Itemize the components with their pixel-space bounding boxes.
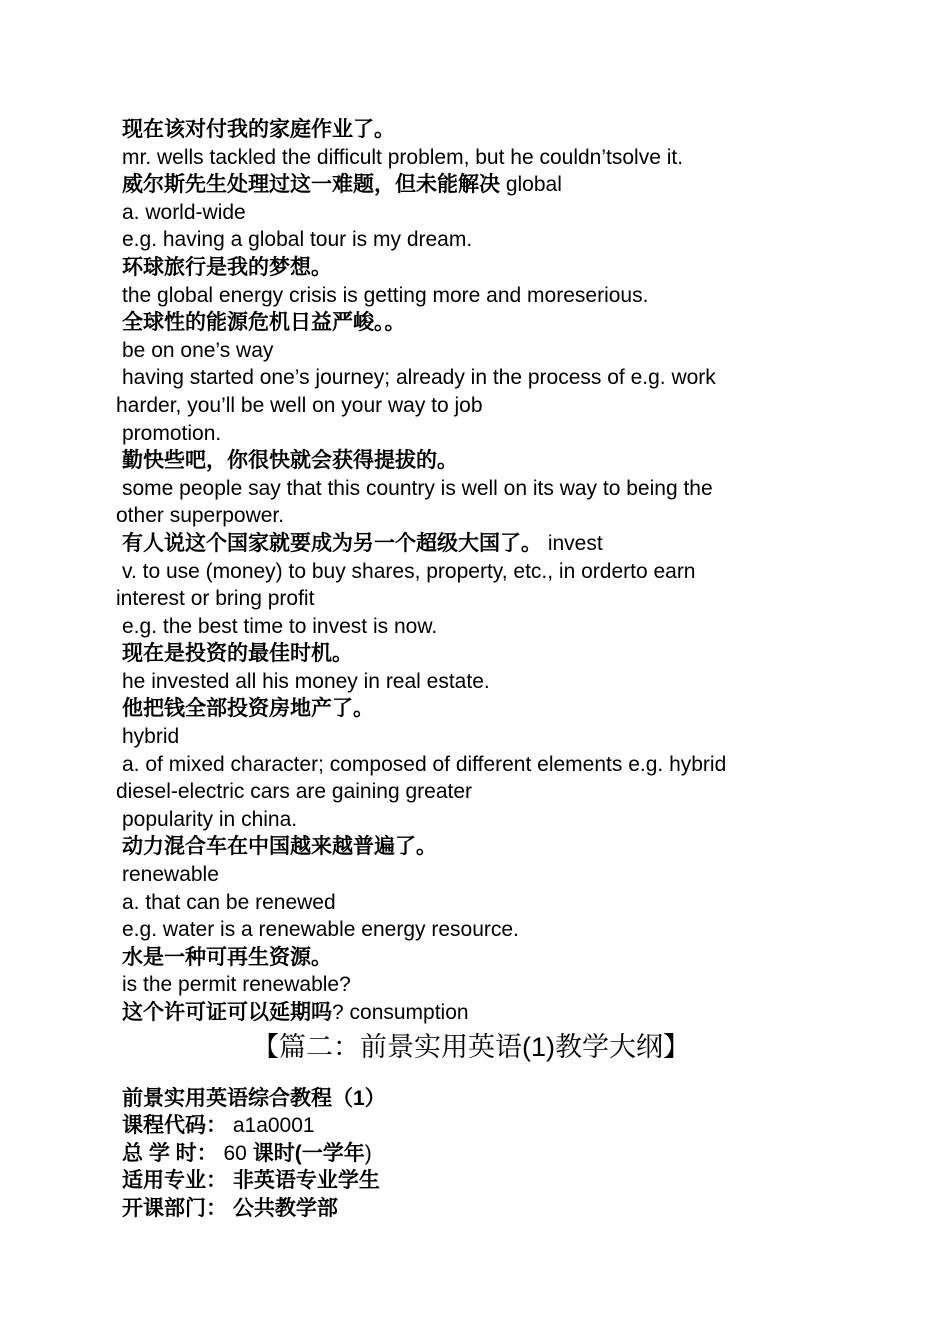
section-heading: 【篇二：前景实用英语(1)教学大纲】 <box>252 1031 690 1062</box>
document-body <box>116 116 826 1223</box>
english-text: a1a0001 <box>227 1114 315 1138</box>
english-text: popularity in china. <box>122 807 298 831</box>
text-line <box>116 1112 826 1140</box>
text-line <box>116 558 826 586</box>
text-line <box>116 199 826 227</box>
english-text: some people say that this country is well on its way to being the <box>122 476 713 500</box>
chinese-text: 勤快些吧，你很快就会获得提拔的。 <box>122 449 458 473</box>
english-text: renewable <box>122 863 219 887</box>
text-line <box>116 282 826 310</box>
text-line <box>116 475 826 503</box>
text-line <box>116 116 826 144</box>
chinese-text: 他把钱全部投资房地产了。 <box>122 697 374 721</box>
english-text: a. that can be renewed <box>122 890 336 914</box>
chinese-text: 适用专业： 非英语专业学生 <box>122 1169 380 1193</box>
english-text: a. world-wide <box>122 200 246 224</box>
text-line <box>116 171 826 199</box>
chinese-text: 水是一种可再生资源。 <box>122 945 332 969</box>
chinese-text: 全球性的能源危机日益严峻。。 <box>122 311 406 335</box>
text-line <box>116 999 826 1027</box>
text-line <box>116 420 826 448</box>
english-text: ) <box>364 1141 372 1165</box>
chinese-text: 现在该对付我的家庭作业了。 <box>122 118 395 141</box>
chinese-text: 课程代码： <box>122 1114 227 1138</box>
english-text: a. of mixed character; composed of different elements e.g. hybrid <box>122 752 727 776</box>
text-line <box>116 447 826 475</box>
text-line <box>116 337 826 365</box>
english-text: harder, you’ll be well on your way to job <box>116 393 483 417</box>
english-text: he invested all his money in real estate. <box>122 669 490 693</box>
chinese-text: 这个许可证可以延期吗 <box>122 1001 332 1024</box>
text-line <box>116 254 826 282</box>
text-line <box>116 806 826 834</box>
text-line <box>116 778 826 806</box>
heading-spacer <box>116 1067 826 1085</box>
text-line <box>116 226 826 254</box>
chinese-text: 有人说这个国家就要成为另一个超级大国了。 <box>122 531 542 555</box>
english-text: promotion. <box>122 421 222 445</box>
text-line <box>116 1085 826 1113</box>
syllabus-info-section <box>116 1085 826 1223</box>
chinese-text: 环球旅行是我的梦想。 <box>122 255 332 279</box>
english-text: ? consumption <box>332 1001 469 1024</box>
chinese-text: 开课部门： 公共教学部 <box>122 1196 338 1220</box>
chinese-text: 动力混合车在中国越来越普遍了。 <box>122 835 437 859</box>
text-line <box>116 1195 826 1223</box>
english-text: mr. wells tackled the difficult problem, but he couldn’tsolve it. <box>122 145 684 169</box>
english-text: e.g. the best time to invest is now. <box>122 614 438 638</box>
english-text: is the permit renewable? <box>122 973 351 997</box>
chinese-text: 现在是投资的最佳时机。 <box>122 642 353 666</box>
text-line <box>116 833 826 861</box>
text-line <box>116 502 826 530</box>
text-line <box>116 392 826 420</box>
text-line <box>116 530 826 558</box>
english-text: the global energy crisis is getting more and moreserious. <box>122 283 649 307</box>
text-line <box>116 916 826 944</box>
text-line <box>116 971 826 999</box>
text-line <box>116 889 826 917</box>
text-line <box>116 309 826 337</box>
text-line <box>116 585 826 613</box>
chinese-text: 前景实用英语综合教程（1） <box>122 1086 386 1110</box>
english-text: invest <box>542 531 603 555</box>
text-line <box>116 723 826 751</box>
english-text: interest or bring profit <box>116 587 315 611</box>
text-line <box>116 751 826 779</box>
english-text: be on one’s way <box>122 338 274 362</box>
english-text: other superpower. <box>116 504 285 528</box>
text-line <box>116 695 826 723</box>
chinese-text: 总 学 时： <box>122 1141 218 1165</box>
english-text: e.g. having a global tour is my dream. <box>122 228 473 252</box>
text-line <box>116 144 826 172</box>
text-line <box>116 668 826 696</box>
text-line <box>116 1140 826 1168</box>
text-line <box>116 861 826 889</box>
chinese-text: 课时(一学年 <box>252 1141 365 1165</box>
english-text: global <box>500 173 562 197</box>
english-text: having started one’s journey; already in the process of e.g. work <box>122 366 716 390</box>
chinese-text: 威尔斯先生处理过这一难题，但未能解决 <box>122 173 500 197</box>
text-line <box>116 944 826 972</box>
vocabulary-section <box>116 116 826 1027</box>
english-text: e.g. water is a renewable energy resource. <box>122 918 519 942</box>
text-line <box>116 364 826 392</box>
english-text: v. to use (money) to buy shares, property, etc., in orderto earn <box>122 559 696 583</box>
text-line <box>116 640 826 668</box>
english-text: 60 <box>217 1141 253 1165</box>
english-text: hybrid <box>122 725 180 749</box>
english-text: diesel-electric cars are gaining greater <box>116 780 473 804</box>
text-line <box>116 613 826 641</box>
text-line <box>116 1167 826 1195</box>
